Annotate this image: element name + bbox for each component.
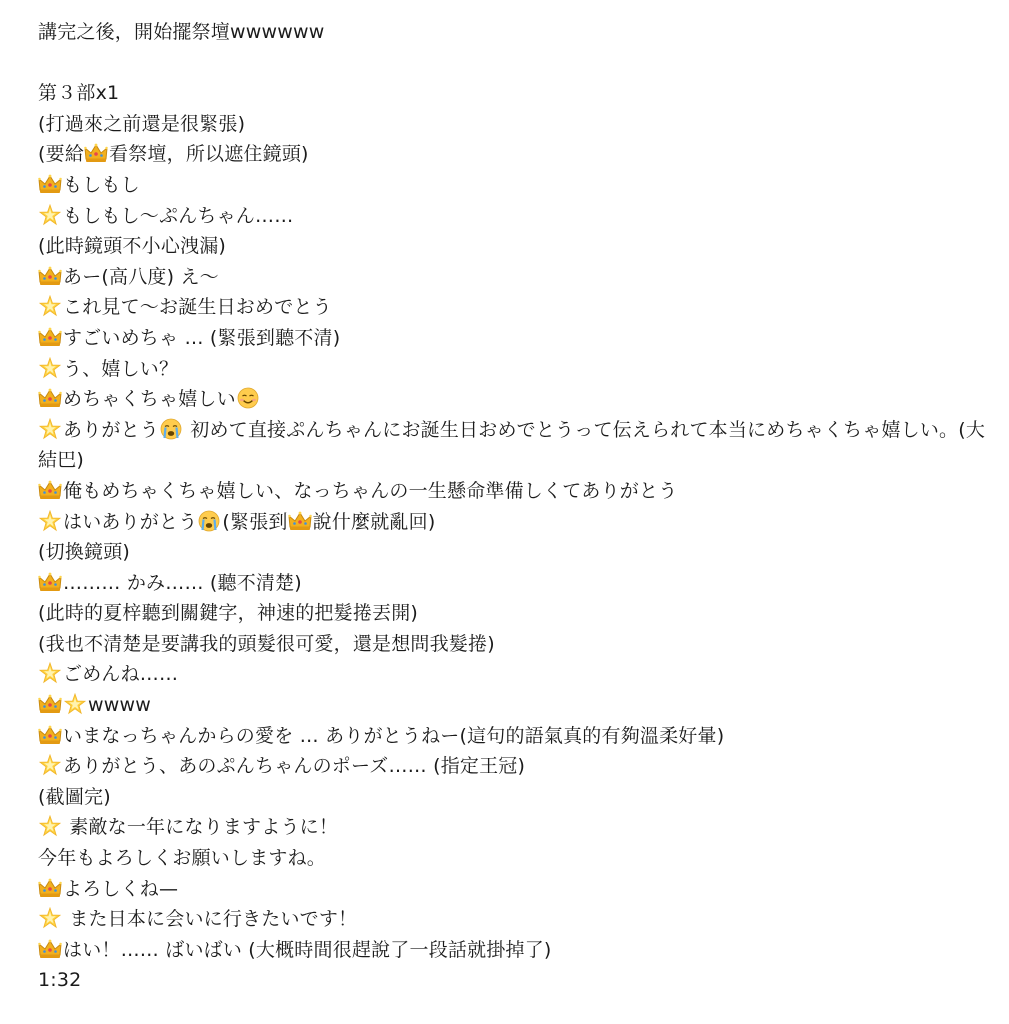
line-text: よろしくね— (63, 877, 179, 900)
line-text: 說什麼就亂回) (312, 510, 436, 533)
transcript-line (38, 231, 998, 262)
crown-icon (38, 265, 62, 287)
line-text: はいありがとう (63, 510, 198, 533)
line-text: すごいめちゃ … (緊張到聽不清) (63, 326, 341, 349)
transcript-line (38, 629, 998, 660)
loudly-crying-face-icon (197, 510, 221, 532)
crown-icon (38, 571, 62, 593)
line-text: ありがとう、あのぷんちゃんのポーズ…… (指定王冠) (63, 755, 526, 778)
line-text: これ見て～お誕生日おめでとう (63, 296, 332, 319)
crown-icon (288, 510, 312, 532)
crown-icon (38, 479, 62, 501)
line-text: また日本に会いに行きたいです！ (63, 908, 358, 931)
line-text: 今年もよろしくお願いしますね。 (38, 847, 327, 870)
transcript-line (38, 874, 998, 905)
line-text: ……… かみ…… (聽不清楚) (63, 571, 302, 594)
intro-line: 講完之後，開始擺祭壇wwwwww (38, 21, 325, 43)
line-text: 第３部x1 (38, 82, 120, 105)
line-text: はい！…… ばいばい (大概時間很趕說了一段話就掛掉了) (63, 938, 552, 961)
line-text: 俺もめちゃくちゃ嬉しい、なっちゃんの一生懸命準備しくてありがとう (63, 479, 678, 502)
transcript-line (38, 109, 998, 140)
glowing-star-icon (38, 907, 62, 929)
transcript-line (38, 323, 998, 354)
line-text: あー(高八度) え～ (63, 265, 219, 288)
transcript-line (38, 292, 998, 323)
glowing-star-icon (38, 510, 62, 532)
transcript-line (38, 935, 998, 966)
line-text: いまなっちゃんからの愛を … ありがとうねー(這句的語氣真的有夠溫柔好暈) (63, 724, 725, 747)
transcript-line (38, 139, 998, 170)
line-text: ごめんね…… (63, 663, 179, 686)
transcript-line (38, 782, 998, 813)
post-body (38, 17, 998, 996)
line-text: (要給 (38, 143, 85, 166)
glowing-star-icon (38, 357, 62, 379)
transcript-line (38, 415, 998, 476)
transcript-line (38, 262, 998, 293)
crown-icon (38, 877, 62, 899)
transcript-line (38, 201, 998, 232)
glowing-star-icon (38, 662, 62, 684)
line-text: (打過來之前還是很緊張) (38, 112, 246, 135)
transcript-line (38, 354, 998, 385)
glowing-star-icon (63, 693, 87, 715)
line-text: wwww (88, 694, 151, 717)
transcript-line (38, 537, 998, 568)
crown-icon (38, 326, 62, 348)
transcript-line (38, 78, 998, 109)
loudly-crying-face-icon (159, 418, 183, 440)
glowing-star-icon (38, 418, 62, 440)
crown-icon (84, 142, 108, 164)
transcript-line (38, 384, 998, 415)
transcript-line (38, 904, 998, 935)
glowing-star-icon (38, 815, 62, 837)
line-text: 素敵な一年になりますように！ (63, 816, 339, 839)
transcript-line (38, 965, 998, 996)
crown-icon (38, 938, 62, 960)
line-text: (此時的夏梓聽到關鍵字，神速的把髮捲丟開) (38, 602, 419, 625)
line-text: ありがとう (63, 418, 160, 441)
transcript-line (38, 568, 998, 599)
crown-icon (38, 387, 62, 409)
line-text: (切換鏡頭) (38, 541, 131, 564)
line-text: 看祭壇，所以遮住鏡頭) (109, 143, 309, 166)
line-text: (緊張到 (222, 510, 288, 533)
line-text: めちゃくちゃ嬉しい (63, 388, 236, 411)
transcript-lines (38, 78, 998, 996)
smiling-face-icon (236, 387, 260, 409)
transcript-line (38, 721, 998, 752)
line-text: もしもし (63, 173, 140, 196)
transcript-line (38, 598, 998, 629)
transcript-line (38, 812, 998, 843)
glowing-star-icon (38, 754, 62, 776)
glowing-star-icon (38, 295, 62, 317)
crown-icon (38, 724, 62, 746)
glowing-star-icon (38, 204, 62, 226)
transcript-line (38, 751, 998, 782)
blank-line (38, 48, 998, 79)
transcript-line (38, 843, 998, 874)
line-text: (我也不清楚是要講我的頭髮很可愛，還是想問我髮捲) (38, 632, 495, 655)
line-text: もしもし～ぷんちゃん…… (63, 204, 294, 227)
line-text: 初めて直接ぷんちゃんにお誕生日おめでとうって伝えられて本当にめちゃくちゃ嬉しい。(大結巴) (38, 418, 986, 472)
transcript-line (38, 507, 998, 538)
line-text: う、嬉しい？ (63, 357, 179, 380)
transcript-line (38, 476, 998, 507)
crown-icon (38, 693, 62, 715)
transcript-line (38, 690, 998, 721)
transcript-line (38, 659, 998, 690)
line-text: (此時鏡頭不小心洩漏) (38, 235, 227, 258)
transcript-line (38, 170, 998, 201)
crown-icon (38, 173, 62, 195)
line-text: (截圖完) (38, 785, 111, 808)
line-text: 1:32 (38, 969, 82, 992)
